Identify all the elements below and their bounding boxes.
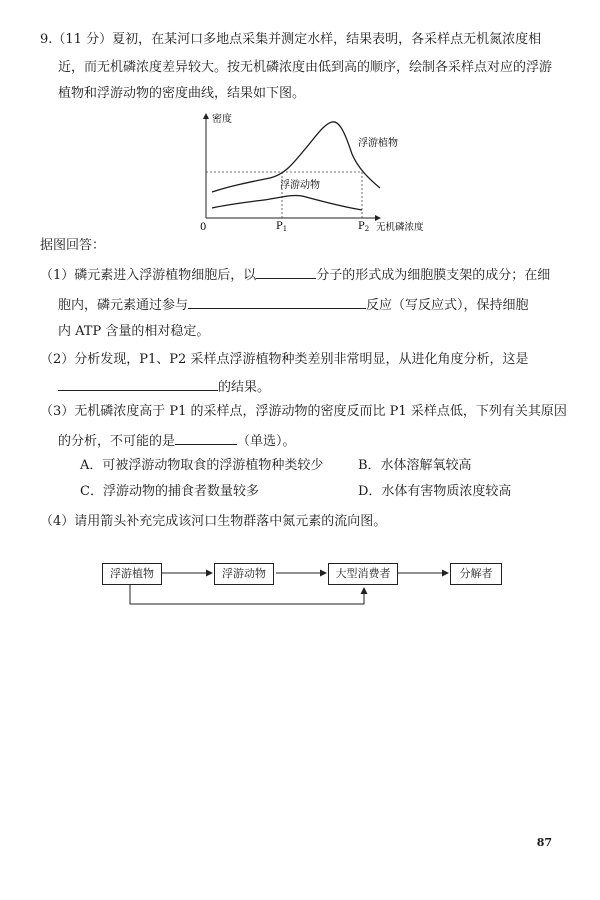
q1-prefix: （1）磷元素进入浮游植物细胞后，以 xyxy=(40,268,257,283)
answer-lead: 据图回答： xyxy=(40,238,106,253)
q3-line2-suffix: （单选）。 xyxy=(237,434,296,449)
q3-line-2 xyxy=(58,430,578,452)
q1-line2-prefix: 胞内，磷元素通过参与 xyxy=(58,298,189,313)
q2-blank[interactable] xyxy=(58,376,218,391)
page-number: 87 xyxy=(536,836,552,849)
q4-line-1: （4）请用箭头补充完成该河口生物群落中氮元素的流向图。 xyxy=(40,514,387,529)
flow-node-phytoplankton: 浮游植物 xyxy=(102,563,162,585)
q3-option-a[interactable]: A．可被浮游动物取食的浮游植物种类较少 xyxy=(80,458,324,473)
flow-node-large-consumer: 大型消费者 xyxy=(328,563,398,585)
question-stem-line-3: 植物和浮游动物的密度曲线，结果如下图。 xyxy=(58,86,306,101)
q3-option-b[interactable]: B．水体溶解氧较高 xyxy=(358,458,472,473)
q1-mid: 分子的形式成为细胞膜支架的成分；在细 xyxy=(316,268,551,283)
q3-line2-prefix: 的分析，不可能的是 xyxy=(58,434,176,449)
x-tick-p1: $P_1$ xyxy=(276,221,288,233)
x-axis-label: 无机磷浓度 xyxy=(376,222,424,233)
origin-label: 0 xyxy=(200,222,207,233)
q3-blank[interactable] xyxy=(175,430,237,445)
flow-node-zooplankton: 浮游动物 xyxy=(214,563,274,585)
question-stem-line-1: 9.（11 分）夏初，在某河口多地点采集并测定水样，结果表明，各采样点无机氮浓度相 xyxy=(40,32,542,47)
q3-option-d[interactable]: D．水体有害物质浓度较高 xyxy=(358,484,512,499)
x-tick-p2: $P_2$ xyxy=(358,221,370,233)
arrow-phyto-to-large xyxy=(130,584,364,604)
series-label-phytoplankton: 浮游植物 xyxy=(358,138,398,149)
q1-line2-suffix: 反应（写反应式），保持细胞 xyxy=(366,298,529,313)
q1-blank-2[interactable] xyxy=(188,294,366,309)
density-chart xyxy=(190,108,450,236)
q1-line-2 xyxy=(58,294,578,316)
q1-line-3: 内 ATP 含量的相对稳定。 xyxy=(58,324,210,339)
series-line-zooplankton xyxy=(212,195,362,210)
q3-option-c[interactable]: C．浮游动物的捕食者数量较多 xyxy=(80,484,259,499)
q3-line-1: （3）无机磷浓度高于 P1 的采样点，浮游动物的密度反而比 P1 采样点低，下列有关其原因 xyxy=(40,404,567,419)
q2-line-2 xyxy=(58,376,578,398)
question-stem-line-2: 近，而无机磷浓度差异较大。按无机磷浓度由低到高的顺序，绘制各采样点对应的浮游 xyxy=(58,60,553,75)
q2-line-1: （2）分析发现，P1、P2 采样点浮游植物种类差别非常明显，从进化角度分析，这是 xyxy=(40,352,529,367)
q2-suffix: 的结果。 xyxy=(218,380,271,395)
flow-node-decomposer: 分解者 xyxy=(450,563,502,585)
y-axis-label: 密度 xyxy=(212,114,232,125)
q1-line-1 xyxy=(40,264,560,286)
series-label-zooplankton: 浮游动物 xyxy=(280,180,320,191)
q1-blank-1[interactable] xyxy=(256,264,316,279)
